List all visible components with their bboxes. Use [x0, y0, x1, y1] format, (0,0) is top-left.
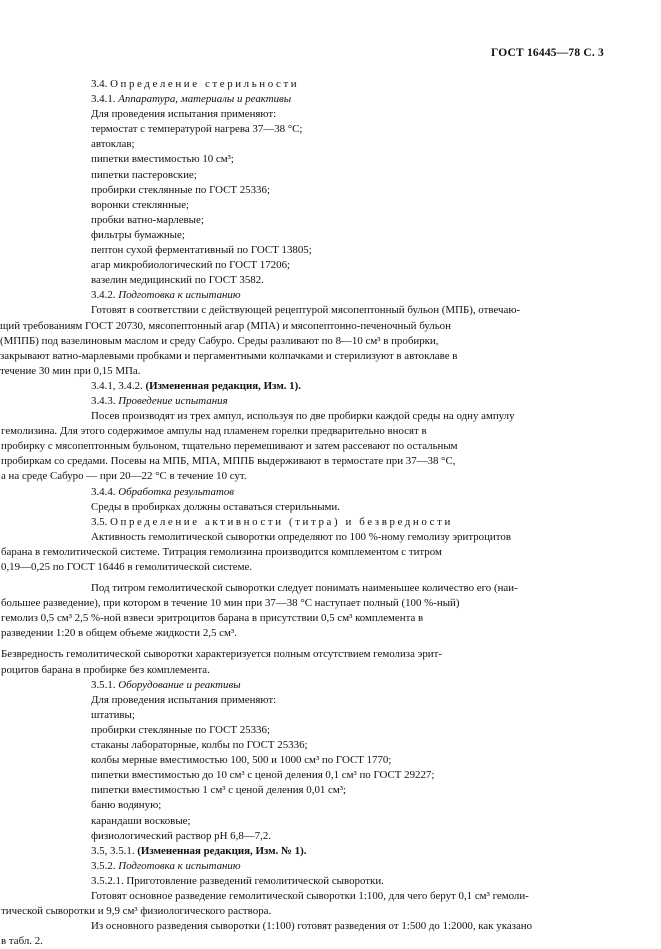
text-line: пробиркам со средами. Посевы на МПБ, МПА, МППБ выдерживают в термостате при 37—38 °С,: [1, 455, 456, 468]
equipment-list-3-5: [91, 708, 614, 844]
section-3-5-2-heading: 3.5.2. Подготовка к испытанию: [91, 859, 241, 872]
section-3-4-2-heading: 3.4.2. Подготовка к испытанию: [91, 289, 241, 302]
list-item: пипетки вместимостью 10 см³;: [91, 153, 234, 166]
text-line: Активность гемолитической сыворотки определяют по 100 %-ному гемолизу эритроцитов: [91, 530, 511, 543]
text-line: тической сыворотки и 9,9 см³ физиологического раствора.: [1, 905, 272, 918]
text-line: разведении 1:20 в общем объеме жидкости 2,5 см³.: [1, 627, 237, 640]
text-line: роцитов барана в пробирке без комплемента.: [1, 663, 210, 676]
page-header: ГОСТ 16445—78 С. 3: [491, 47, 604, 59]
text-line: барана в гемолитической системе. Титрация гемолизина производится комплементом с титром: [1, 545, 442, 558]
text-line: течение 30 мин при 0,15 МПа.: [0, 364, 141, 377]
titer-paragraph: [1, 581, 614, 641]
section-3-4-1-heading: 3.4.1. Аппаратура, материалы и реактивы: [91, 93, 292, 106]
edit-note-3-5: 3.5, 3.5.1. (Измененная редакция, Изм. № 1).: [91, 844, 307, 857]
list-item: термостат с температурой нагрева 37—38 °С;: [91, 123, 303, 136]
text-line: Готовят основное разведение гемолитической сыворотки 1:100, для чего берут 0,1 см³ гемоли-: [91, 889, 529, 902]
section-3-5-1-heading: 3.5.1. Оборудование и реактивы: [91, 678, 241, 691]
equipment-list-3-4: [91, 122, 614, 288]
text-line: гемолизина. Для этого содержимое ампулы над пламенем горелки предварительно вносят в: [1, 425, 427, 438]
list-item: воронки стеклянные;: [91, 198, 190, 211]
list-item: баню водяную;: [91, 799, 162, 812]
list-item: пипетки вместимостью до 10 см³ с ценой деления 0,1 см³ по ГОСТ 29227;: [91, 769, 435, 782]
text-line: гемолиз 0,5 см³ 2,5 %-ной взвеси эритроцитов барана в присутствии 0,5 см³ комплемента в: [1, 612, 424, 625]
list-item: пипетки пастеровские;: [91, 168, 197, 181]
test-paragraph: [1, 409, 614, 484]
edit-note-3-4: 3.4.1, 3.4.2. (Измененная редакция, Изм. 1).: [91, 379, 301, 392]
list-item: пробки ватно-марлевые;: [91, 213, 204, 226]
list-item: пробирки стеклянные по ГОСТ 25336;: [91, 183, 270, 196]
section-3-5-2-1-text: 3.5.2.1. Приготовление разведений гемолитической сыворотки.: [91, 874, 384, 887]
text-line: Из основного разведения сыворотки (1:100) готовят разведения от 1:500 до 1:2000, как указано: [91, 920, 533, 933]
list-item: пептон сухой ферментативный по ГОСТ 13805;: [91, 244, 312, 257]
section-3-4-3-heading: 3.4.3. Проведение испытания: [91, 394, 228, 407]
result-text: Среды в пробирках должны оставаться стерильными.: [91, 500, 340, 513]
text-line: Посев производят из трех ампул, используя по две пробирки каждой среды на одну ампулу: [91, 410, 515, 423]
text-line: Готовят в соответствии с действующей рецептурой мясопептонный бульон (МПБ), отвечаю-: [91, 304, 521, 317]
text-line: 0,19—0,25 по ГОСТ 16446 в гемолитической системе.: [1, 561, 253, 573]
dilution-series-paragraph: [1, 919, 614, 949]
section-3-5-heading: 3.5. Определение активности (титра) и безвредности: [91, 515, 453, 528]
text-line: в табл. 2.: [1, 935, 43, 948]
text-line: а на среде Сабуро — при 20—22 °С в течение 10 сут.: [1, 470, 247, 483]
list-item: карандаши восковые;: [91, 814, 191, 827]
text-line: Под титром гемолитической сыворотки следует понимать наименьшее количество его (наи-: [91, 582, 518, 595]
text-line: большее разведение), при котором в течение 10 мин при 37—38 °С наступает полный (100 %-ный): [1, 597, 460, 610]
text-line: (МППБ) под вазелиновым маслом и среду Сабуро. Среды разливают по 8—10 см³ в пробирки,: [0, 334, 439, 347]
dilution-paragraph: [1, 889, 614, 919]
list-item: штативы;: [91, 708, 135, 721]
list-item: фильтры бумажные;: [91, 228, 185, 241]
intro-text: Для проведения испытания применяют:: [91, 108, 277, 121]
text-line: закрывают ватно-марлевыми пробками и пергаментными колпачками и стерилизуют в автоклаве в: [0, 349, 458, 362]
document-body: [0, 77, 614, 949]
section-3-4-heading: 3.4. Определение стерильности: [91, 78, 300, 90]
list-item: стаканы лабораторные, колбы по ГОСТ 25336;: [91, 739, 308, 752]
preparation-paragraph: [0, 303, 614, 378]
list-item: пипетки вместимостью 1 см³ с ценой деления 0,01 см³;: [91, 784, 347, 797]
safety-paragraph: [1, 647, 614, 677]
list-item: пробирки стеклянные по ГОСТ 25336;: [91, 723, 270, 736]
list-item: агар микробиологический по ГОСТ 17206;: [91, 259, 291, 272]
list-item: физиологический раствор рН 6,8—7,2.: [91, 829, 272, 842]
section-3-4-4-heading: 3.4.4. Обработка результатов: [91, 485, 235, 498]
list-item: автоклав;: [91, 138, 135, 151]
activity-paragraph: [1, 530, 614, 575]
text-line: щий требованиям ГОСТ 20730, мясопептонный агар (МПА) и мясопептонно-печеночный бульон: [0, 319, 451, 332]
intro-text: Для проведения испытания применяют:: [91, 693, 277, 706]
text-line: пробирку с мясопептонным бульоном, тщательно перемешивают и затем рассевают по остальным: [1, 440, 458, 453]
list-item: колбы мерные вместимостью 100, 500 и 1000 см³ по ГОСТ 1770;: [91, 754, 392, 767]
text-line: Безвредность гемолитической сыворотки характеризуется полным отсутствием гемолиза эрит-: [1, 648, 442, 661]
list-item: вазелин медицинский по ГОСТ 3582.: [91, 274, 264, 287]
